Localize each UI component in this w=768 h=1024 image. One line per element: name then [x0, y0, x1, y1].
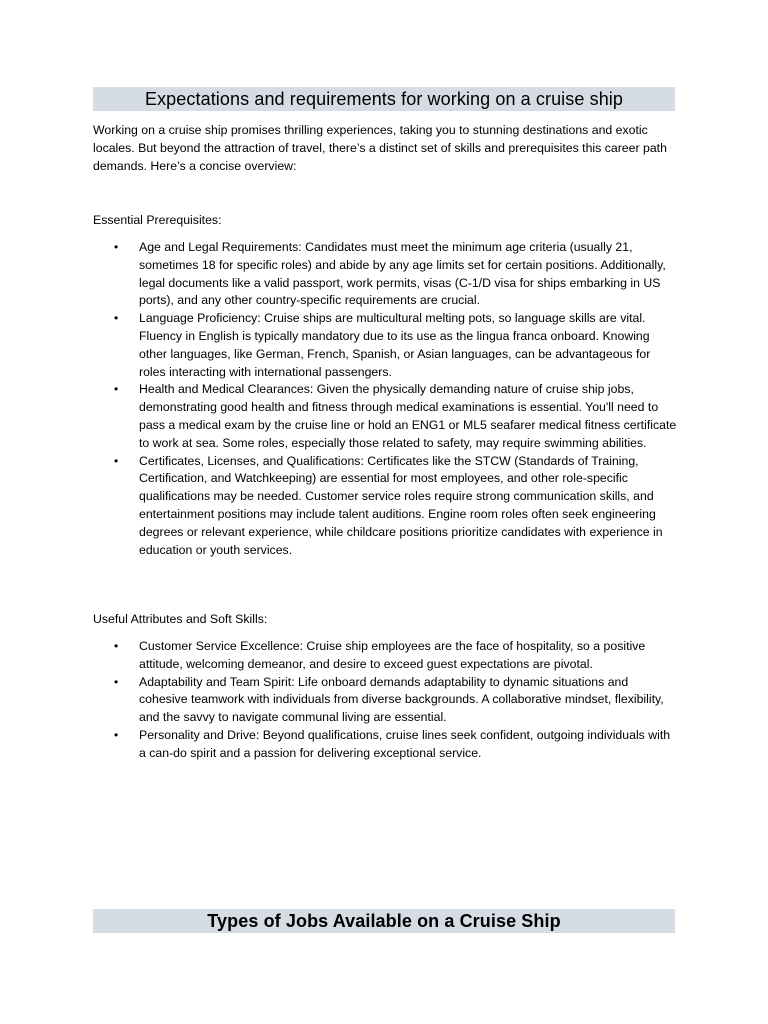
intro-paragraph: Working on a cruise ship promises thrilling experiences, taking you to stunning destinations and exotic locales. But beyond the attraction of travel, there’s a distinct set of skills and prerequisites this career path demands. Here’s a concise overview:: [93, 123, 667, 173]
list-item: • Age and Legal Requirements: Candidates must meet the minimum age criteria (usually 21, sometimes 18 for specific roles) and abide by any age limits set for certain positions. Additionally, legal documents like a valid passport, work permits, visas (C-1/D visa for ships embarking in US ports), and any other country-specific requirements are crucial.: [114, 240, 666, 308]
section-label-soft-skills: Useful Attributes and Soft Skills:: [93, 612, 268, 626]
bullet-icon: •: [114, 382, 119, 397]
essential-prerequisites-list: [93, 239, 677, 559]
bullet-icon: •: [114, 453, 119, 468]
soft-skills-list: [93, 638, 677, 763]
list-item: • Certificates, Licenses, and Qualifications: Certificates like the STCW (Standards of Training, Certification, and Watchkeeping) are essential for most employees, and other role-specific qualifications may be needed. Customer service roles require strong communication skills, and entertainment positions may include talent auditions. Engine room roles often seek engineering degrees or relevant experience, while childcare positions prioritize candidates with experience in education or youth services.: [114, 453, 663, 557]
bullet-icon: •: [114, 727, 119, 742]
list-item: • Adaptability and Team Spirit: Life onboard demands adaptability to dynamic situations and cohesive teamwork with individuals from diverse backgrounds. A collaborative mindset, flexibility, and the savvy to navigate communal living are essential.: [114, 674, 664, 725]
heading-bar-expectations: [93, 87, 675, 111]
bullet-icon: •: [114, 639, 119, 653]
bullet-icon: •: [114, 674, 119, 689]
bullet-icon: •: [114, 311, 119, 326]
heading-bar-job-types: [93, 909, 675, 933]
heading-expectations: Expectations and requirements for working on a cruise ship: [144, 88, 624, 109]
list-item: • Personality and Drive: Beyond qualifications, cruise lines seek confident, outgoing individuals with a can-do spirit and a passion for delivering exceptional service.: [114, 727, 671, 760]
list-item: • Customer Service Excellence: Cruise ship employees are the face of hospitality, so a positive attitude, welcoming demeanor, and desire to exceed guest expectations are pivotal.: [114, 639, 646, 671]
bullet-icon: •: [114, 240, 119, 254]
list-item: • Health and Medical Clearances: Given the physically demanding nature of cruise ship jobs, demonstrating good health and fitness through medical examinations is essential. You'll need to pass a medical exam by the cruise line or hold an ENG1 or ML5 seafarer medical fitness certificate to work at sea. Some roles, especially those related to safety, may require swimming abilities.: [114, 382, 677, 450]
heading-job-types: Types of Jobs Available on a Cruise Ship: [207, 910, 561, 931]
list-item: • Language Proficiency: Cruise ships are multicultural melting pots, so language skills are vital. Fluency in English is typically mandatory due to its use as the lingua franca onboard. Knowing other languages, like German, French, Spanish, or Asian languages, can be advantageous for roles interacting with international passengers.: [114, 311, 651, 379]
section-label-essential-prerequisites: Essential Prerequisites:: [93, 213, 222, 227]
